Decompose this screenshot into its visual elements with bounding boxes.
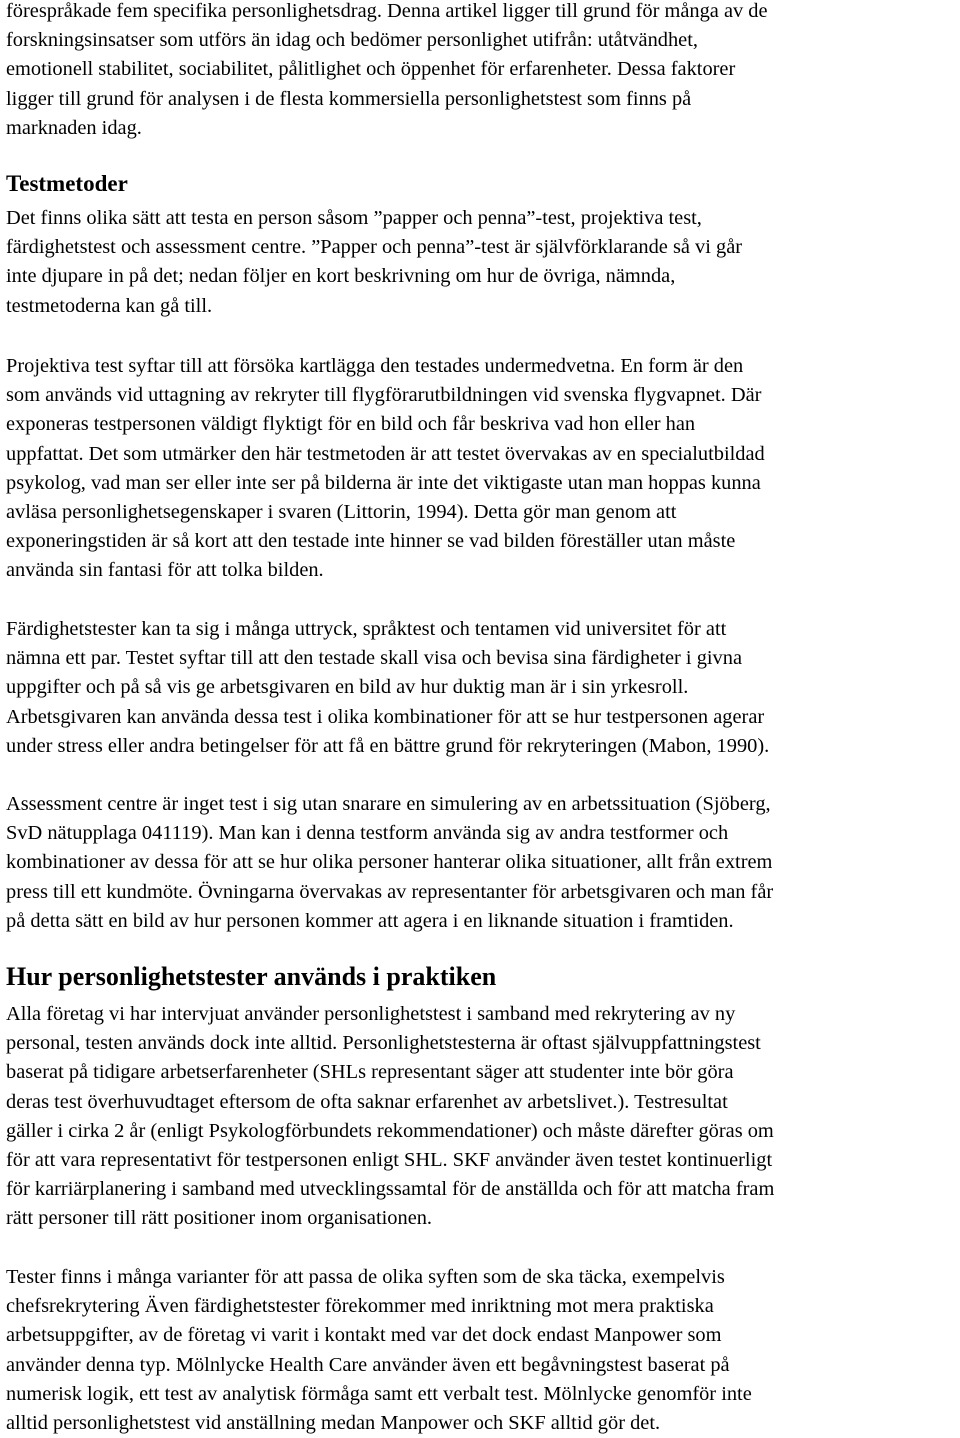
text-line: kombinationer av dessa för att se hur olika personer hanterar olika situationer, allt från extrem — [6, 851, 773, 874]
text-line: press till ett kundmöte. Övningarna övervakas av representanter för arbetsgivaren och man får — [6, 880, 774, 903]
text-line: på detta sätt en bild av hur personen kommer att agera i en liknande situation i framtiden. — [6, 909, 734, 932]
text-line: nämna ett par. Testet syftar till att den testade skall visa och bevisa sina färdigheter i givna — [6, 647, 742, 670]
text-line: gäller i cirka 2 år (enligt Psykologförbundets rekommendationer) och måste därefter göras om — [6, 1119, 774, 1142]
text-line: baserat på tidigare arbetserfarenheter (SHLs representant säger att studenter inte bör göra — [6, 1061, 734, 1084]
text-line: arbetsuppgifter, av de företag vi varit i kontakt med var det dock endast Manpower som — [6, 1324, 722, 1347]
text-line: som används vid uttagning av rekryter till flygförarutbildningen vid svenska flygvapnet. Där — [6, 384, 762, 407]
text-line: Arbetsgivaren kan använda dessa test i olika kombinationer för att se hur testpersonen agerar — [6, 705, 765, 728]
intro-paragraph — [6, 0, 958, 143]
paragraph-assessment-centre — [6, 790, 958, 936]
text-line: psykolog, vad man ser eller inte ser på bilderna är inte det viktigaste utan man hoppas kunna — [6, 471, 761, 494]
text-line: för att vara representativt för testpersonen enligt SHL. SKF använder även testet kontinuerligt — [6, 1149, 773, 1172]
paragraph-fardighetstester — [6, 615, 958, 761]
text-line: marknaden idag. — [6, 116, 142, 139]
section-heading-testmetoder: Testmetoder — [6, 171, 128, 196]
text-line: exponeringstiden är så kort att den testade inte hinner se vad bilden föreställer utan måste — [6, 530, 736, 553]
section-heading-praktiken: Hur personlighetstester används i praktiken — [6, 962, 497, 991]
paragraph-tester-varianter — [6, 1263, 958, 1438]
text-line: färdighetstest och assessment centre. ”Papper och penna”-test är självförklarande så vi går — [6, 236, 743, 259]
text-line: uppgifter och på så vis ge arbetsgivaren en bild av hur duktig man är i sin yrkesroll. — [6, 676, 689, 699]
text-line: Det finns olika sätt att testa en person såsom ”papper och penna”-test, projektiva test, — [6, 207, 702, 229]
text-line: forskningsinsatser som utförs än idag och bedömer personlighet utifrån: utåtvändhet, — [6, 29, 698, 52]
text-line: Alla företag vi har intervjuat använder personlighetstest i samband med rekrytering av ny — [6, 1003, 736, 1025]
text-line: använder denna typ. Mölnlycke Health Care använder även ett begåvningstest baserat på — [6, 1353, 730, 1376]
text-line: Färdighetstester kan ta sig i många uttryck, språktest och tentamen vid universitet för att — [6, 618, 727, 640]
paragraph-foretag-intervjuer — [6, 1000, 958, 1234]
text-line: Assessment centre är inget test i sig utan snarare en simulering av en arbetssituation (Sjöberg, — [6, 793, 771, 815]
paragraph-projektiva-test — [6, 352, 958, 586]
text-line: förespråkade fem specifika personlighetsdrag. Denna artikel ligger till grund för många av de — [6, 0, 768, 22]
text-line: ligger till grund för analysen i de flesta kommersiella personlighetstest som finns på — [6, 87, 692, 110]
paragraph-testmetoder-intro — [6, 204, 958, 321]
text-line: numerisk logik, ett test av analytisk förmåga samt ett verbalt test. Mölnlycke genomför inte — [6, 1382, 752, 1405]
text-line: chefsrekrytering Även färdighetstester förekommer med inriktning mot mera praktiska — [6, 1295, 714, 1318]
text-line: för karriärplanering i samband med utvecklingssamtal för de anställda och för att matcha fram — [6, 1178, 775, 1201]
text-line: uppfattat. Det som utmärker den här testmetoden är att testet övervakas av en specialutbildad — [6, 442, 765, 465]
text-line: testmetoderna kan gå till. — [6, 294, 213, 317]
text-line: under stress eller andra betingelser för att få en bättre grund för rekryteringen (Mabon, 1990). — [6, 734, 770, 757]
text-line: SvD nätupplaga 041119). Man kan i denna testform använda sig av andra testformer och — [6, 822, 729, 845]
text-line: deras test överhuvudtaget eftersom de ofta saknar erfarenhet av arbetslivet.). Testresultat — [6, 1090, 728, 1113]
text-line: Projektiva test syftar till att försöka kartlägga den testades undermedvetna. En form är den — [6, 355, 744, 377]
text-line: inte djupare in på det; nedan följer en kort beskrivning om hur de övriga, nämnda, — [6, 265, 676, 288]
text-line: exponeras testpersonen väldigt flyktigt för en bild och får beskriva vad hon eller han — [6, 413, 696, 436]
text-line: emotionell stabilitet, sociabilitet, pålitlighet och öppenhet för erfarenheter. Dessa faktorer — [6, 58, 736, 81]
text-line: Tester finns i många varianter för att passa de olika syften som de ska täcka, exempelvis — [6, 1266, 725, 1288]
text-line: använda sin fantasi för att tolka bilden. — [6, 559, 324, 582]
text-line: personal, testen används dock inte alltid. Personlighetstesterna är oftast självuppfattningstest — [6, 1032, 761, 1055]
text-line: alltid personlighetstest vid anställning medan Manpower och SKF alltid gör det. — [6, 1412, 661, 1435]
text-line: avläsa personlighetsegenskaper i svaren (Littorin, 1994). Detta gör man genom att — [6, 501, 677, 524]
text-line: rätt personer till rätt positioner inom organisationen. — [6, 1207, 433, 1230]
